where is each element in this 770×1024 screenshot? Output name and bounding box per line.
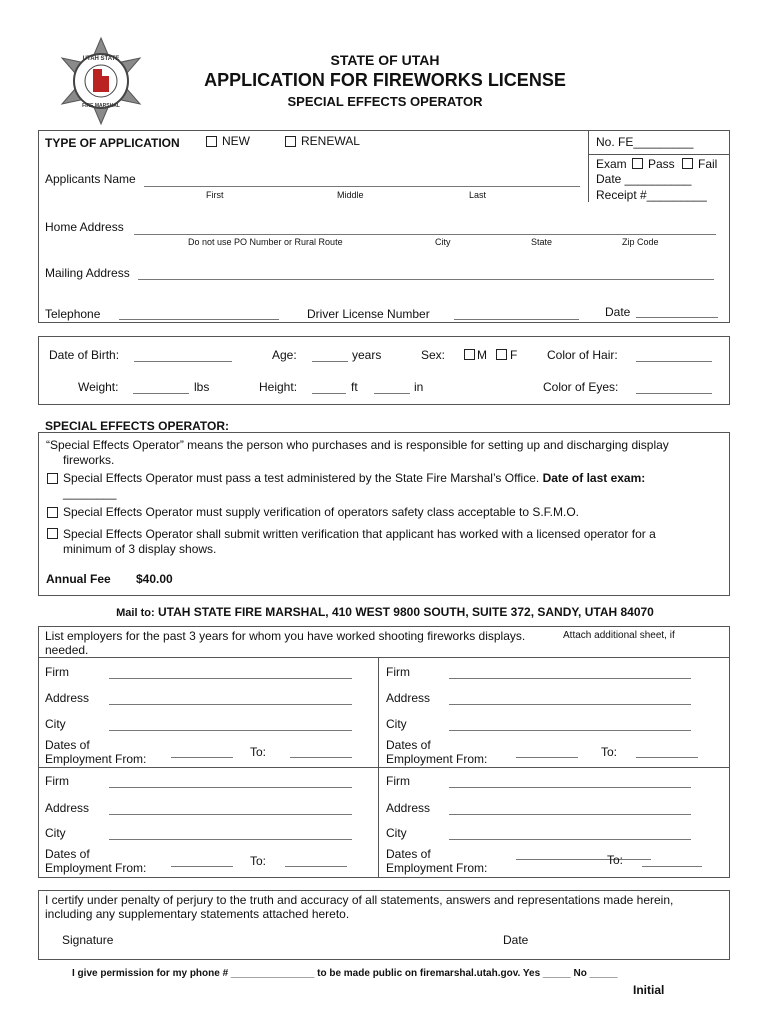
to-line[interactable]: [290, 757, 352, 758]
city-label: City: [386, 826, 407, 840]
dob-label: Date of Birth:: [49, 348, 120, 362]
applicants-name-label: Applicants Name: [45, 172, 136, 186]
seo-heading: SPECIAL EFFECTS OPERATOR:: [45, 419, 230, 433]
new-label: NEW: [222, 134, 250, 148]
phone-permission: I give permission for my phone # _______________ to be made public on firemarshal.utah.gov. Yes _____ No _____: [72, 968, 618, 979]
firm-label: Firm: [45, 665, 69, 679]
req3-checkbox[interactable]: [47, 528, 58, 539]
physical-description-section: [38, 336, 730, 405]
no-po-caption: Do not use PO Number or Rural Route: [188, 237, 343, 247]
pass-label: Pass: [648, 157, 675, 171]
driver-license-label: Driver License Number: [307, 307, 430, 321]
address-line[interactable]: [449, 814, 691, 815]
annual-fee-value: $40.00: [136, 572, 173, 586]
middle-caption: Middle: [337, 190, 364, 200]
years-label: years: [352, 348, 382, 362]
city-label: City: [45, 717, 66, 731]
employment-from-label: Employment From:: [45, 861, 147, 875]
address-line[interactable]: [449, 704, 691, 705]
fail-label: Fail: [698, 157, 718, 171]
renewal-checkbox[interactable]: [285, 136, 296, 147]
req1-checkbox[interactable]: [47, 473, 58, 484]
mailing-address-line[interactable]: [138, 279, 714, 280]
age-label: Age:: [272, 348, 297, 362]
female-label: F: [510, 348, 518, 362]
weight-line[interactable]: [133, 393, 189, 394]
to-line[interactable]: [285, 866, 347, 867]
dates-of-label: Dates of: [45, 738, 90, 752]
first-caption: First: [206, 190, 224, 200]
height-label: Height:: [259, 380, 298, 394]
mail-to-prefix: Mail to:: [116, 607, 155, 619]
state-heading: STATE OF UTAH: [330, 52, 440, 68]
application-type-label: TYPE OF APPLICATION: [45, 136, 180, 150]
firm-label: Firm: [386, 774, 410, 788]
req1-last-exam-label: Date of last exam:: [542, 471, 646, 485]
telephone-label: Telephone: [45, 307, 101, 321]
form-subtitle: SPECIAL EFFECTS OPERATOR: [287, 94, 483, 109]
mailing-address-label: Mailing Address: [45, 266, 130, 280]
hair-label: Color of Hair:: [547, 348, 618, 362]
employers-intro-1: List employers for the past 3 years for whom you have worked shooting fireworks displays.: [45, 629, 526, 643]
male-label: M: [477, 348, 487, 362]
telephone-line[interactable]: [119, 319, 279, 320]
initial-label: Initial: [633, 983, 665, 997]
female-checkbox[interactable]: [496, 349, 507, 360]
to-line[interactable]: [642, 866, 702, 867]
height-in-line[interactable]: [374, 393, 410, 394]
city-line[interactable]: [109, 839, 352, 840]
height-ft-line[interactable]: [312, 393, 346, 394]
hair-line[interactable]: [636, 361, 712, 362]
firm-line[interactable]: [449, 787, 691, 788]
address-label: Address: [386, 801, 431, 815]
req1-text: [63, 471, 645, 485]
employment-from-label: Employment From:: [45, 752, 147, 766]
mail-to-line: [0, 605, 770, 619]
pass-checkbox[interactable]: [632, 158, 643, 169]
receipt-field[interactable]: Receipt #_________: [596, 188, 707, 202]
certify-date-label[interactable]: Date: [503, 933, 529, 947]
req2-checkbox[interactable]: [47, 507, 58, 518]
applicants-name-line[interactable]: [144, 186, 580, 187]
eyes-label: Color of Eyes:: [543, 380, 619, 394]
from-line[interactable]: [516, 859, 651, 860]
eyes-line[interactable]: [636, 393, 712, 394]
firm-line[interactable]: [449, 678, 691, 679]
seo-definition-1: “Special Effects Operator” means the person who purchases and is responsible for setting up and discharging display: [46, 438, 669, 452]
mail-to-address: UTAH STATE FIRE MARSHAL, 410 WEST 9800 SOUTH, SUITE 372, SANDY, UTAH 84070: [157, 605, 654, 619]
exam-date-field[interactable]: Date __________: [596, 172, 692, 186]
employers-intro-2: needed.: [45, 643, 89, 657]
to-label: To:: [607, 853, 624, 867]
req2-text: Special Effects Operator must supply verification of operators safety class acceptable to S.F.M.O.: [63, 505, 580, 519]
dates-of-label: Dates of: [386, 847, 431, 861]
sex-label: Sex:: [421, 348, 446, 362]
seo-definition-2: fireworks.: [63, 453, 115, 467]
firm-label: Firm: [386, 665, 410, 679]
address-line[interactable]: [109, 814, 352, 815]
address-line[interactable]: [109, 704, 352, 705]
renewal-label: RENEWAL: [301, 134, 360, 148]
certify-line-2: including any supplementary statements attached hereto.: [45, 907, 350, 921]
req3-text-1: Special Effects Operator shall submit written verification that applicant has worked with a licensed operator for a: [63, 527, 656, 541]
address-label: Address: [386, 691, 431, 705]
employment-from-label: Employment From:: [386, 861, 488, 875]
from-line[interactable]: [171, 866, 233, 867]
dates-of-label: Dates of: [386, 738, 431, 752]
home-address-label: Home Address: [45, 220, 124, 234]
firm-label: Firm: [45, 774, 69, 788]
svg-text:UTAH STATE: UTAH STATE: [82, 56, 120, 62]
city-label: City: [45, 826, 66, 840]
age-line[interactable]: [312, 361, 348, 362]
city-label: City: [386, 717, 407, 731]
to-line[interactable]: [636, 757, 698, 758]
to-label: To:: [601, 745, 618, 759]
form-title: APPLICATION FOR FIREWORKS LICENSE: [204, 70, 566, 90]
city-line[interactable]: [109, 730, 352, 731]
svg-text:FIRE MARSHAL: FIRE MARSHAL: [82, 103, 120, 109]
city-caption: City: [435, 237, 451, 247]
in-label: in: [414, 380, 424, 394]
dates-of-label: Dates of: [45, 847, 90, 861]
dob-line[interactable]: [134, 361, 232, 362]
driver-license-line[interactable]: [454, 319, 579, 320]
certify-line-1: I certify under penalty of perjury to the truth and accuracy of all statements, answers and representations made herein,: [45, 893, 674, 907]
req1-label: Special Effects Operator must pass a test administered by the State Fire Marshal’s Office.: [63, 471, 540, 485]
weight-label: Weight:: [78, 380, 119, 394]
male-checkbox[interactable]: [464, 349, 475, 360]
req3-text-2: minimum of 3 display shows.: [63, 542, 217, 556]
address-label: Address: [45, 691, 90, 705]
signature-label[interactable]: Signature: [62, 933, 114, 947]
firm-line[interactable]: [109, 678, 352, 679]
last-caption: Last: [469, 190, 487, 200]
new-checkbox[interactable]: [206, 136, 217, 147]
lbs-label: lbs: [194, 380, 210, 394]
address-label: Address: [45, 801, 90, 815]
zip-caption: Zip Code: [622, 237, 659, 247]
no-fe-field[interactable]: No. FE_________: [596, 135, 694, 149]
employers-attach: Attach additional sheet, if: [563, 630, 675, 641]
city-line[interactable]: [449, 730, 691, 731]
last-exam-line[interactable]: ________: [63, 486, 117, 500]
fail-checkbox[interactable]: [682, 158, 693, 169]
to-label: To:: [250, 745, 267, 759]
home-address-line[interactable]: [134, 234, 716, 235]
employment-from-label: Employment From:: [386, 752, 488, 766]
date-line[interactable]: [636, 317, 718, 318]
firm-line[interactable]: [109, 787, 352, 788]
date-label: Date: [605, 305, 631, 319]
state-caption: State: [531, 237, 553, 247]
from-line[interactable]: [516, 757, 578, 758]
exam-label: Exam: [596, 157, 627, 171]
annual-fee-label: Annual Fee: [46, 572, 111, 586]
from-line[interactable]: [171, 757, 233, 758]
to-label: To:: [250, 854, 267, 868]
city-line[interactable]: [449, 839, 691, 840]
ft-label: ft: [351, 380, 358, 394]
